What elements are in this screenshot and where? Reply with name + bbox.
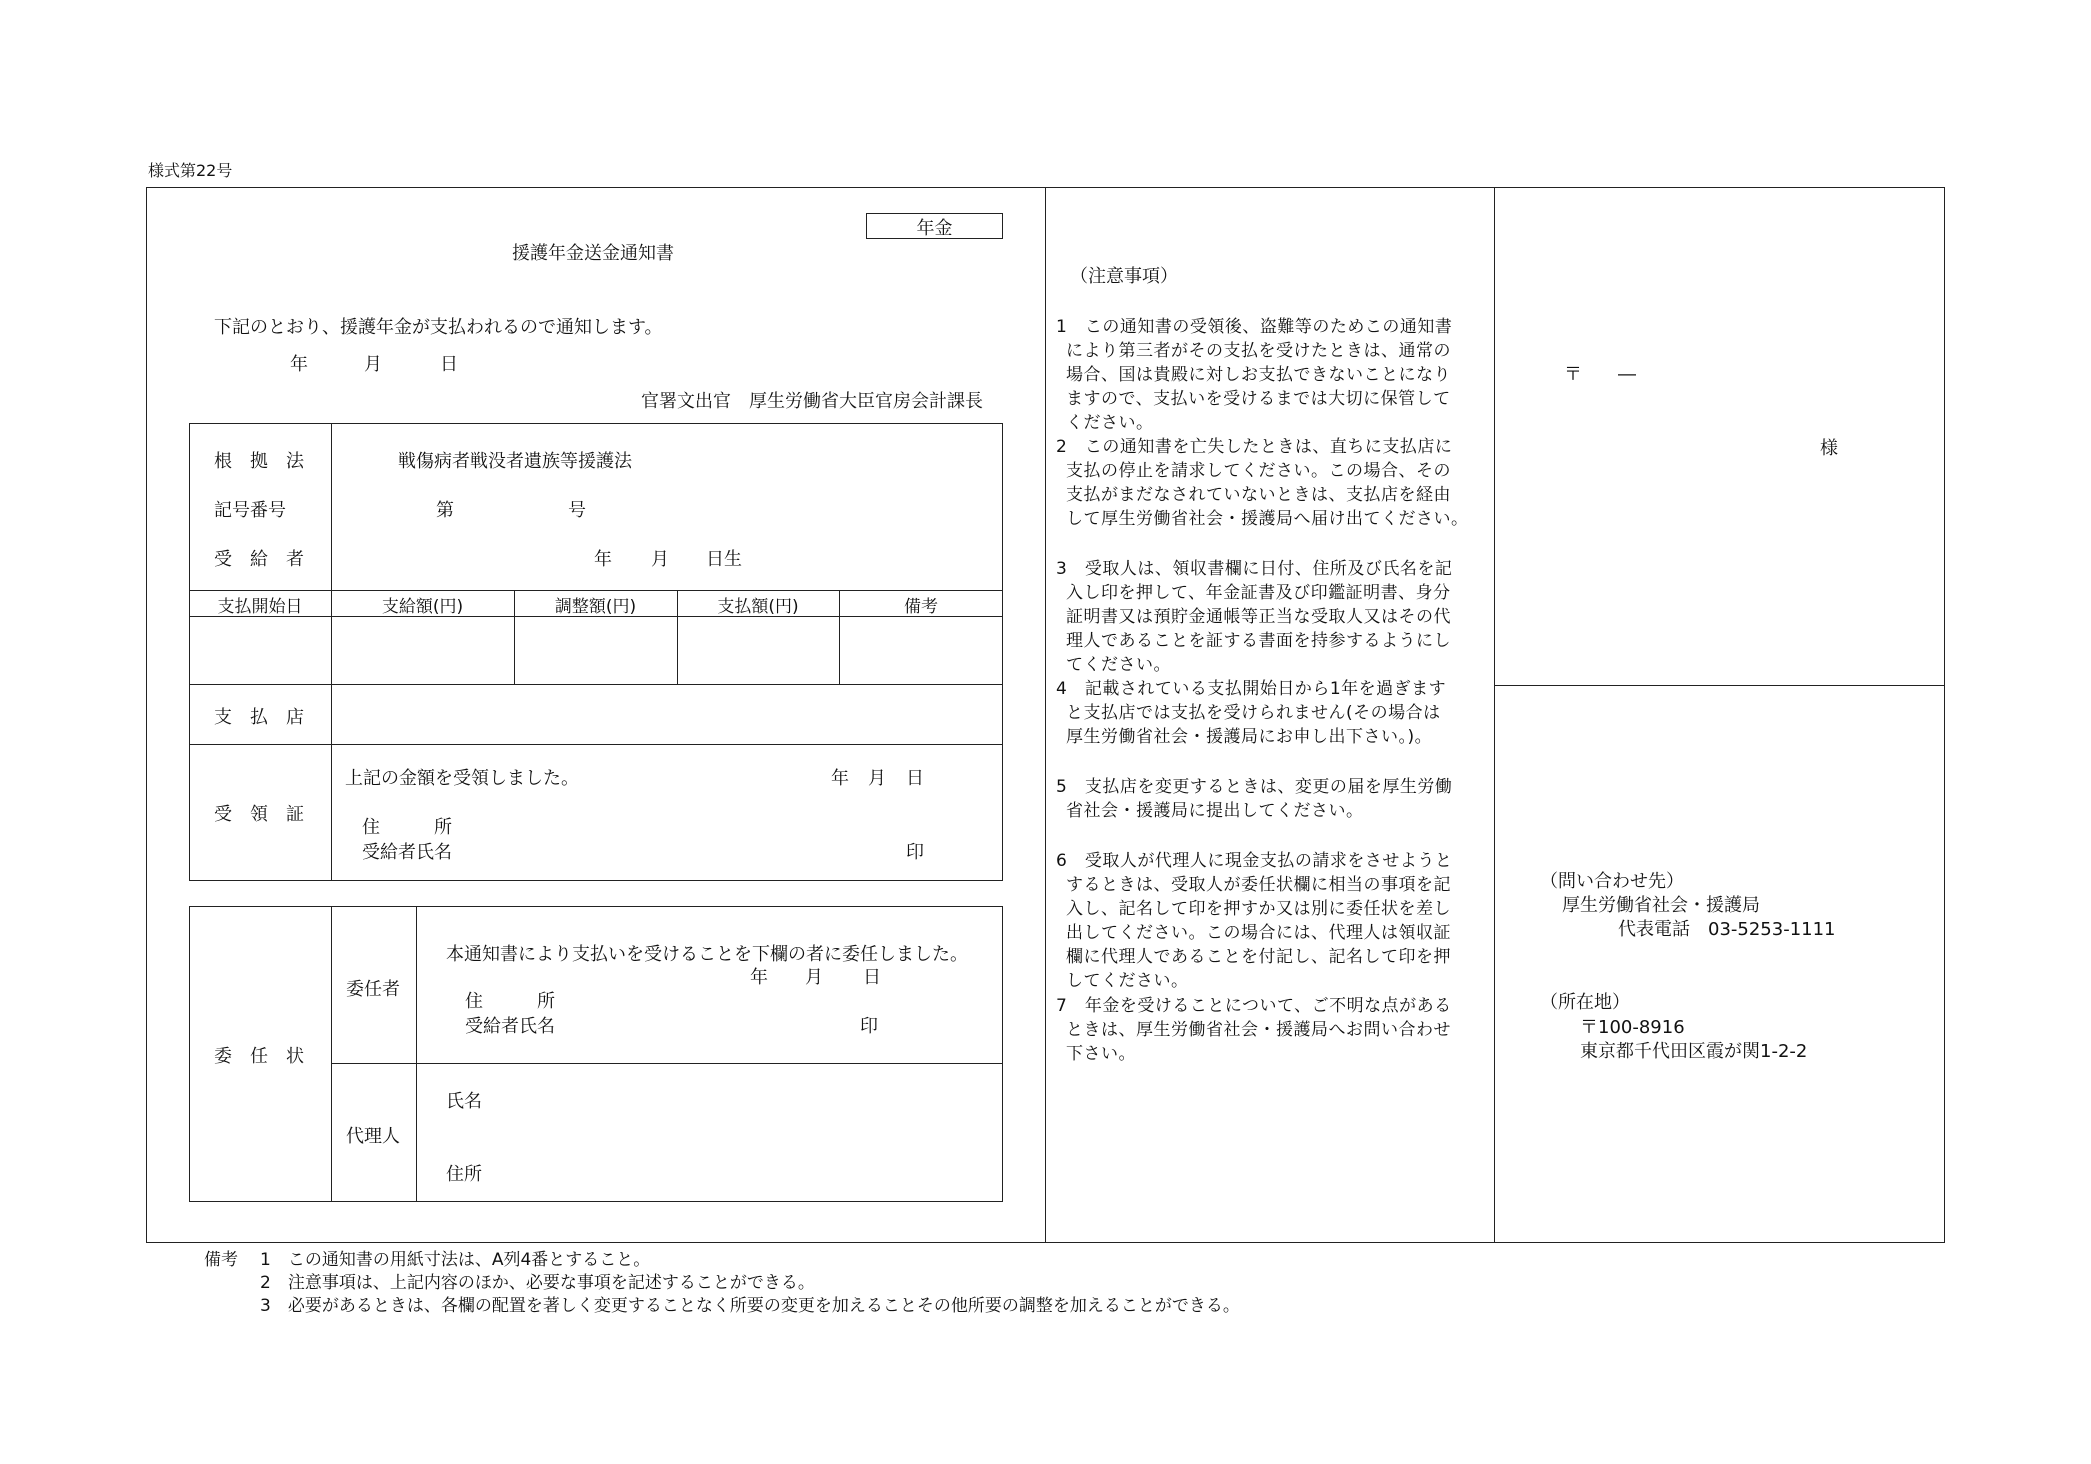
note-line: 入し、記名して印を押すか又は別に委任状を差し bbox=[1066, 899, 1451, 919]
remarks-line: 1 この通知書の用紙寸法は、A列4番とすること。 bbox=[260, 1250, 651, 1270]
main-table-label-col bbox=[331, 423, 332, 881]
delegation-label-col bbox=[331, 906, 332, 1202]
header-benefit: 支給額(円) bbox=[381, 597, 464, 617]
receipt-label: 受 領 証 bbox=[214, 804, 304, 825]
birth-year: 年 bbox=[594, 549, 612, 570]
note-line: 入し印を押して、年金証書及び印鑑証明書、身分 bbox=[1066, 583, 1451, 603]
delegation-sublabel-col bbox=[416, 906, 417, 1202]
delegation-date-month: 月 bbox=[805, 967, 823, 988]
form-number: 様式第22号 bbox=[148, 161, 233, 180]
note-line: 4 記載されている支払開始日から1年を過ぎます bbox=[1056, 679, 1447, 699]
note-line: 6 受取人が代理人に現金支払の請求をさせようと bbox=[1056, 851, 1453, 871]
note-line: 理人であることを証する書面を持参するようにし bbox=[1066, 631, 1451, 651]
code-label: 記号番号 bbox=[214, 500, 286, 521]
recipient-label: 受 給 者 bbox=[214, 549, 304, 570]
row-line-branch-top bbox=[189, 684, 1003, 685]
delegation-label: 委 任 状 bbox=[214, 1046, 304, 1067]
note-line: により第三者がその支払を受けたときは、通常の bbox=[1066, 341, 1451, 361]
delegation-date-day: 日 bbox=[863, 967, 881, 988]
notes-title: （注意事項） bbox=[1070, 266, 1178, 287]
note-line: 1 この通知書の受領後、盗難等のためこの通知書 bbox=[1056, 317, 1453, 337]
note-line: 5 支払店を変更するときは、変更の届を厚生労働 bbox=[1056, 777, 1453, 797]
header-payment: 支払額(円) bbox=[717, 597, 799, 617]
agent-name: 氏名 bbox=[446, 1091, 482, 1112]
receipt-date-year: 年 bbox=[831, 768, 849, 789]
receipt-address: 住 所 bbox=[362, 817, 452, 838]
note-line: 証明書又は預貯金通帳等正当な受取人又はその代 bbox=[1066, 607, 1451, 627]
location-address: 東京都千代田区霞が関1-2-2 bbox=[1580, 1041, 1808, 1062]
note-line: してください。 bbox=[1066, 971, 1189, 991]
location-postal: 〒100-8916 bbox=[1580, 1017, 1685, 1038]
issue-date-day: 日 bbox=[440, 354, 458, 375]
agent-label: 代理人 bbox=[346, 1126, 400, 1147]
delegation-date-year: 年 bbox=[750, 967, 768, 988]
note-line: 3 受取人は、領収書欄に日付、住所及び氏名を記 bbox=[1056, 559, 1453, 579]
branch-label: 支 払 店 bbox=[214, 707, 304, 728]
note-line: ください。 bbox=[1066, 413, 1154, 433]
receipt-name: 受給者氏名 bbox=[362, 842, 452, 863]
issue-date-month: 月 bbox=[364, 354, 382, 375]
row-line-receipt-top bbox=[189, 744, 1003, 745]
divider-left bbox=[1045, 187, 1046, 1243]
note-line: 支払の停止を請求してください。この場合、その bbox=[1066, 461, 1451, 481]
note-line: 2 この通知書を亡失したときは、直ちに支払店に bbox=[1056, 437, 1453, 457]
recipient-postal: 〒 ― bbox=[1564, 364, 1636, 385]
remarks-line: 2 注意事項は、上記内容のほか、必要な事項を記述することができる。 bbox=[260, 1273, 815, 1293]
code-go: 号 bbox=[568, 500, 586, 521]
receipt-text: 上記の金額を受領しました。 bbox=[345, 768, 579, 789]
header-remarks: 備考 bbox=[904, 597, 938, 617]
delegator-name: 受給者氏名 bbox=[465, 1016, 555, 1037]
nenkin-badge-label: 年金 bbox=[916, 218, 953, 239]
receipt-date-day: 日 bbox=[906, 768, 924, 789]
note-line: 欄に代理人であることを付記し、記名して印を押 bbox=[1066, 947, 1451, 967]
birth-month: 月 bbox=[651, 549, 669, 570]
note-line: ときは、厚生労働省社会・援護局へお問い合わせ bbox=[1066, 1020, 1451, 1040]
receipt-seal: 印 bbox=[906, 842, 924, 863]
row-line-headers-top bbox=[189, 590, 1003, 591]
receipt-date-month: 月 bbox=[868, 768, 886, 789]
inquiry-phone: 代表電話 03-5253-1111 bbox=[1618, 919, 1836, 940]
document-title: 援護年金送金通知書 bbox=[512, 243, 674, 264]
note-line: 出してください。この場合には、代理人は領収証 bbox=[1066, 923, 1451, 943]
law-label: 根 拠 法 bbox=[214, 451, 304, 472]
intro-text: 下記のとおり、援護年金が支払われるので通知します。 bbox=[214, 317, 663, 338]
delegator-label: 委任者 bbox=[346, 979, 400, 1000]
delegator-address: 住 所 bbox=[465, 991, 555, 1012]
note-line: ますので、支払いを受けるまでは大切に保管して bbox=[1066, 389, 1451, 409]
delegation-text: 本通知書により支払いを受けることを下欄の者に委任しました。 bbox=[446, 944, 968, 965]
law-value: 戦傷病者戦没者遺族等援護法 bbox=[398, 451, 632, 472]
note-line: するときは、受取人が委任状欄に相当の事項を記 bbox=[1066, 875, 1451, 895]
note-line: 7 年金を受けることについて、ご不明な点がある bbox=[1056, 996, 1452, 1016]
header-start-date: 支払開始日 bbox=[217, 597, 303, 617]
note-line: 支払がまだなされていないときは、支払店を経由 bbox=[1066, 485, 1451, 505]
note-line: 場合、国は貴殿に対しお支払できないことになり bbox=[1066, 365, 1451, 385]
issue-date-year: 年 bbox=[290, 354, 308, 375]
note-line: 省社会・援護局に提出してください。 bbox=[1066, 801, 1364, 821]
remarks-label: 備考 bbox=[204, 1250, 238, 1270]
inquiry-org: 厚生労働省社会・援護局 bbox=[1562, 895, 1760, 916]
note-line: と支払店では支払を受けられません(その場合は bbox=[1066, 703, 1441, 723]
main-table bbox=[189, 423, 1003, 881]
location-title: （所在地） bbox=[1540, 992, 1630, 1013]
delegator-seal: 印 bbox=[860, 1016, 878, 1037]
note-line: して厚生労働省社会・援護局へ届け出てください。 bbox=[1066, 509, 1469, 529]
birth-day: 日生 bbox=[706, 549, 742, 570]
remarks-line: 3 必要があるときは、各欄の配置を著しく変更することなく所要の変更を加えることその他所要の調整を加えることができる。 bbox=[260, 1296, 1240, 1316]
divider-right bbox=[1494, 187, 1495, 1243]
header-adjustment: 調整額(円) bbox=[554, 597, 637, 617]
issuer-text: 官署文出官 厚生労働省大臣官房会計課長 bbox=[641, 391, 983, 412]
agent-address: 住所 bbox=[446, 1164, 482, 1185]
divider-address bbox=[1494, 685, 1945, 686]
note-line: 厚生労働省社会・援護局にお申し出下さい。)。 bbox=[1066, 727, 1433, 747]
note-line: てください。 bbox=[1066, 655, 1171, 675]
recipient-sama: 様 bbox=[1820, 438, 1838, 459]
note-line: 下さい。 bbox=[1066, 1044, 1136, 1064]
delegation-row-line bbox=[331, 1063, 1003, 1064]
code-dai: 第 bbox=[436, 500, 454, 521]
inquiry-title: （問い合わせ先） bbox=[1540, 871, 1684, 892]
